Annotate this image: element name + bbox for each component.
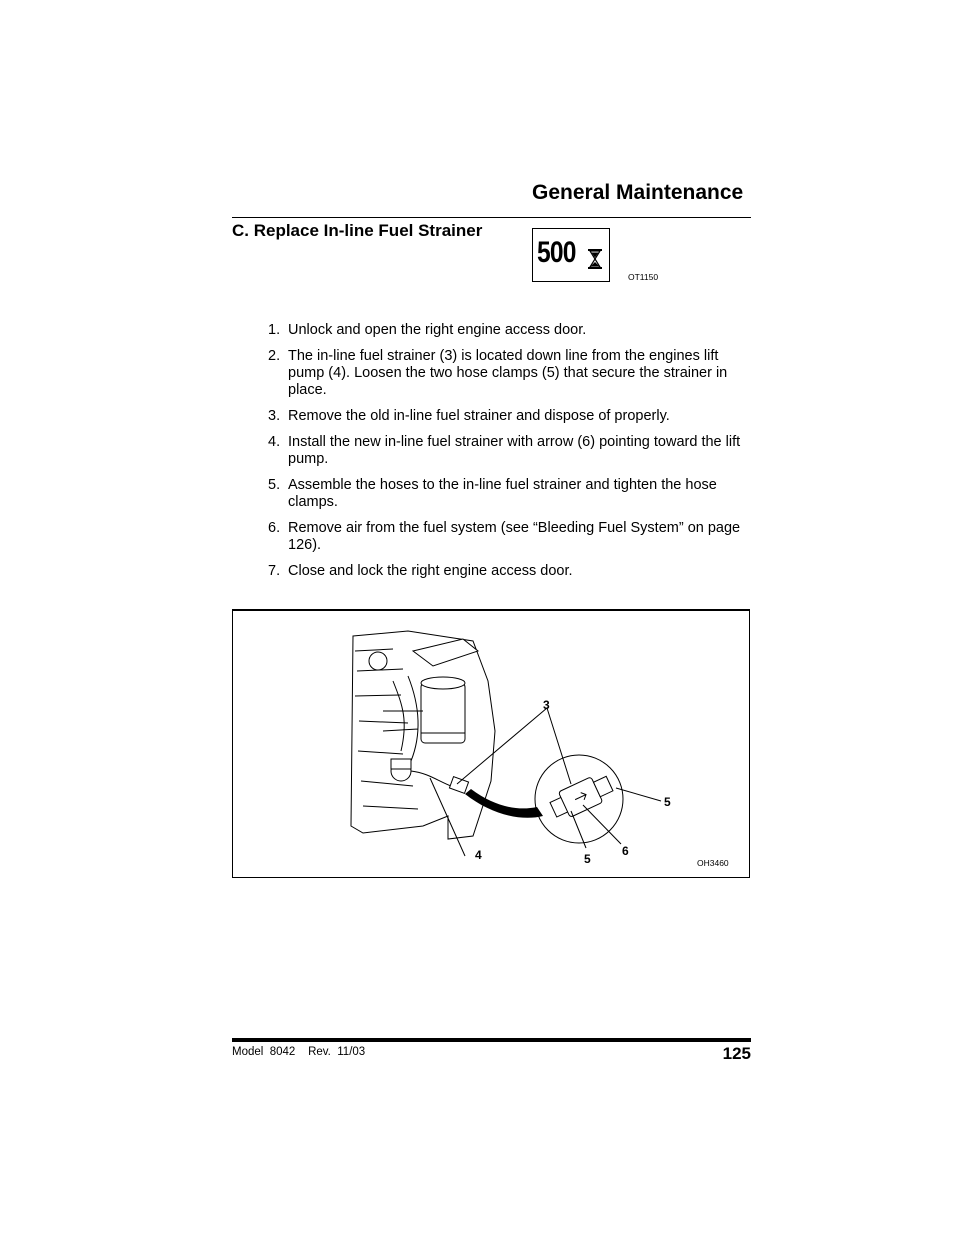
callout-hose-clamp: 5: [584, 852, 591, 866]
hourglass-icon: [588, 249, 602, 269]
step-item: [268, 520, 752, 554]
step-number: 5.: [268, 477, 281, 493]
step-text: Unlock and open the right engine access door.: [288, 322, 587, 338]
service-interval-badge: [532, 228, 610, 282]
footer-divider: [232, 1038, 751, 1042]
callout-hose-clamp: 5: [664, 795, 671, 809]
step-item: [268, 348, 752, 399]
title-divider: [232, 217, 751, 218]
step-item: [268, 408, 752, 425]
step-text: Remove air from the fuel system (see “Bleeding Fuel System” on page 126).: [288, 520, 741, 553]
step-item: [268, 477, 752, 511]
step-text: Install the new in-line fuel strainer with arrow (6) pointing toward the lift pump.: [288, 434, 741, 467]
step-text: Remove the old in-line fuel strainer and dispose of properly.: [288, 408, 670, 424]
step-number: 4.: [268, 434, 281, 450]
step-number: 3.: [268, 408, 281, 424]
step-text: The in-line fuel strainer (3) is located down line from the engines lift pump (4). Loosen the two hose clamps (5) that secure the strainer in place.: [288, 348, 728, 398]
callout-strainer: 3: [543, 698, 550, 712]
callout-arrow: 6: [622, 844, 629, 858]
procedure-title: C. Replace In-line Fuel Strainer: [232, 221, 483, 240]
interval-figure-code: OT1150: [628, 272, 659, 282]
step-number: 2.: [268, 348, 281, 364]
step-text: Assemble the hoses to the in-line fuel strainer and tighten the hose clamps.: [288, 477, 717, 510]
section-title: General Maintenance: [532, 181, 744, 204]
figure-code: OH3460: [697, 858, 729, 868]
interval-hours: 500: [537, 236, 576, 269]
step-item: [268, 434, 752, 468]
page-number: 125: [722, 1044, 751, 1063]
step-number: 1.: [268, 322, 281, 338]
callout-lift-pump: 4: [475, 848, 482, 862]
procedure-steps: [268, 322, 752, 589]
step-item: [268, 563, 752, 580]
engine-strainer-drawing: [233, 611, 749, 878]
step-item: [268, 322, 752, 339]
footer-model-revision: Model 8042 Rev. 11/03: [232, 1046, 366, 1058]
strainer-illustration: [232, 609, 750, 878]
step-number: 7.: [268, 563, 281, 579]
step-number: 6.: [268, 520, 281, 536]
step-text: Close and lock the right engine access door.: [288, 563, 573, 579]
